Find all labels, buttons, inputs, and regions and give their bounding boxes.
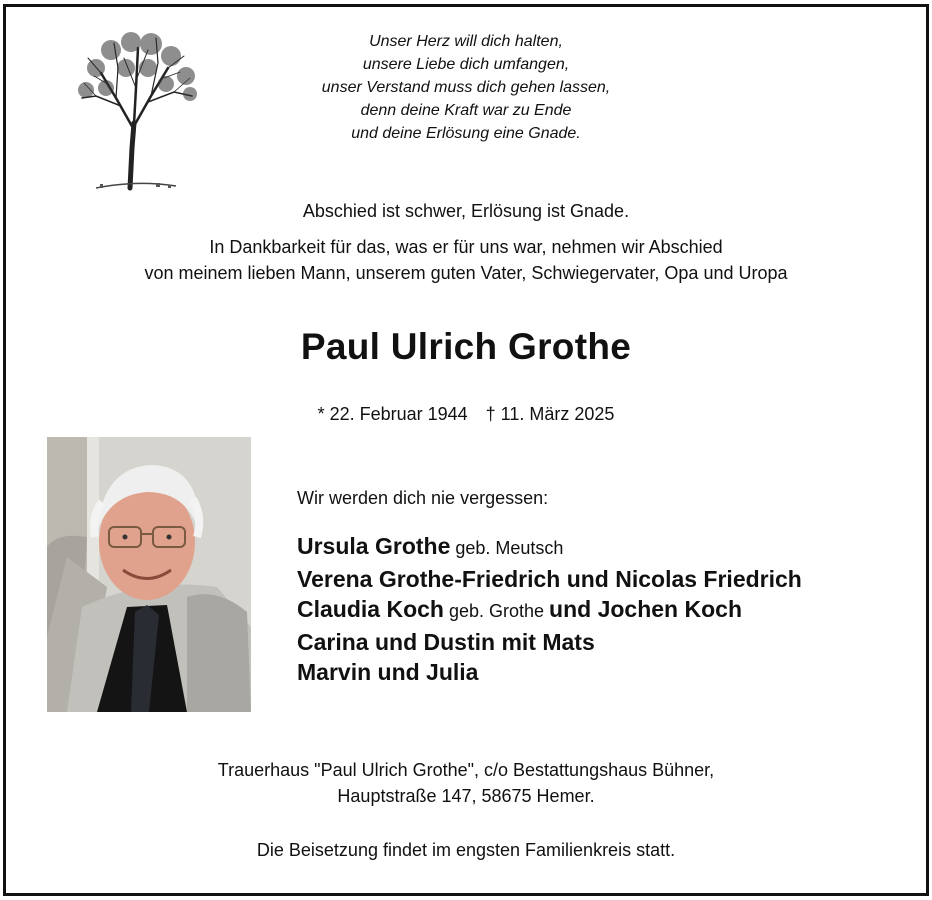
poem-line: denn deine Kraft war zu Ende xyxy=(360,102,572,119)
deceased-name: Paul Ulrich Grothe xyxy=(300,326,632,367)
thanks-line-1: In Dankbarkeit für das, was er für uns war, nehmen wir Abschied xyxy=(209,237,723,257)
list-item: Carina und Dustin mit Mats xyxy=(297,628,595,655)
mourner-name: Ursula Grothe xyxy=(297,533,451,559)
address-line: Hauptstraße 147, 58675 Hemer. xyxy=(337,786,595,806)
poem-line: und deine Erlösung eine Gnade. xyxy=(351,125,581,142)
life-dates xyxy=(0,404,932,425)
list-item xyxy=(297,531,802,564)
bare-tree-icon xyxy=(76,28,202,194)
burial-notice: Die Beisetzung findet im engsten Familienkreis statt. xyxy=(256,840,676,860)
poem-line: unser Verstand muss dich gehen lassen, xyxy=(321,79,611,96)
maiden-name: geb. Meutsch xyxy=(450,538,564,558)
family-list xyxy=(297,531,802,688)
death-date: † 11. März 2025 xyxy=(485,404,615,424)
never-forget-text: Wir werden dich nie vergessen: xyxy=(297,488,549,508)
mourner-name: und Jochen Koch xyxy=(549,596,742,622)
thanks-line-2: von meinem lieben Mann, unserem guten Vater, Schwiegervater, Opa und Uropa xyxy=(144,263,788,283)
poem-line: unsere Liebe dich umfangen, xyxy=(362,56,570,73)
birth-date: * 22. Februar 1944 xyxy=(317,404,468,424)
motto: Abschied ist schwer, Erlösung ist Gnade. xyxy=(302,201,630,221)
poem-line: Unser Herz will dich halten, xyxy=(369,33,563,50)
poem xyxy=(260,30,672,145)
mourning-address xyxy=(0,757,932,809)
portrait-photo xyxy=(47,437,251,712)
list-item xyxy=(297,594,802,627)
list-item: Marvin und Julia xyxy=(297,659,479,685)
maiden-name: geb. Grothe xyxy=(443,601,550,621)
address-line: Trauerhaus "Paul Ulrich Grothe", c/o Bestattungshaus Bühner, xyxy=(217,760,715,780)
list-item: Verena Grothe-Friedrich und Nicolas Friedrich xyxy=(297,565,802,592)
mourner-name: Claudia Koch xyxy=(297,596,444,622)
